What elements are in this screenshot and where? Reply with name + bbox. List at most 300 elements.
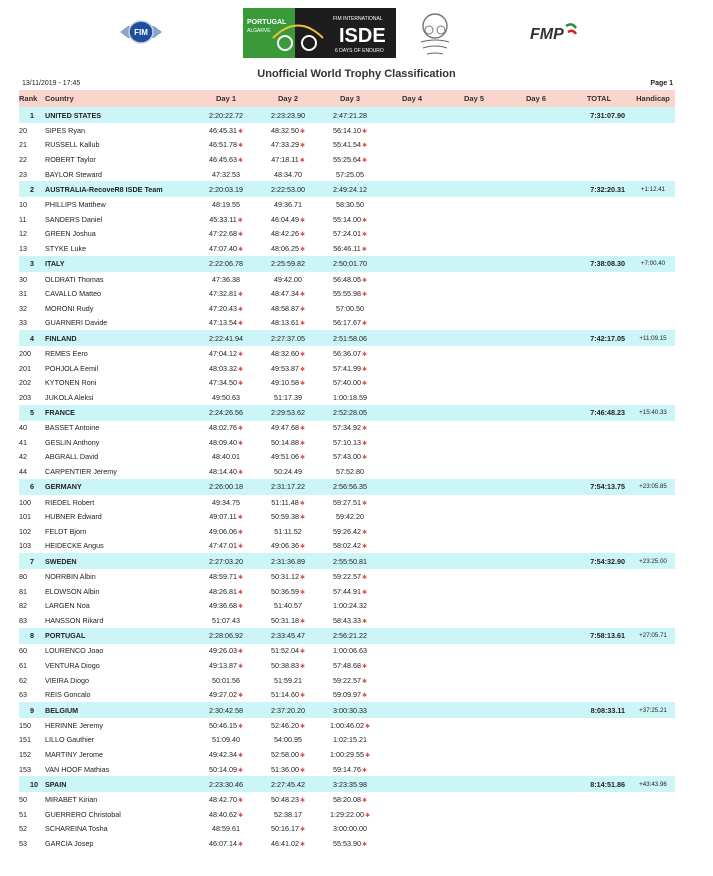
rider-day6 [505, 138, 567, 153]
rider-name: GARCIA Josep [45, 838, 94, 848]
rider-day6 [505, 286, 567, 301]
penalty-star-icon: ✱ [237, 232, 243, 239]
time-cell [319, 375, 381, 390]
time-cell [257, 227, 319, 242]
time-cell [319, 361, 381, 376]
rider-number: 152 [19, 749, 31, 759]
time-value: 57:43.00 [332, 452, 361, 462]
rider-total [567, 509, 631, 524]
rider-day4 [381, 495, 443, 510]
rider-total [567, 167, 631, 182]
rider-day6 [505, 822, 567, 837]
time-value: 48:02.76 [208, 423, 237, 433]
rider-day5 [443, 421, 505, 436]
team-day3: 3:00:30.33 [333, 705, 367, 715]
rider-day5 [443, 167, 505, 182]
rider-row [19, 718, 675, 733]
time-cell [319, 509, 381, 524]
rider-row [19, 421, 675, 436]
rider-day4 [381, 762, 443, 777]
team-name: GERMANY [45, 482, 82, 492]
team-row [19, 330, 675, 346]
time-value: 48:34.70 [274, 169, 302, 179]
time-cell [319, 435, 381, 450]
rider-day6 [505, 167, 567, 182]
penalty-star-icon: ✱ [299, 157, 305, 164]
time-cell [195, 644, 257, 659]
rider-row [19, 687, 675, 702]
team-day5 [443, 107, 505, 123]
time-cell [319, 569, 381, 584]
penalty-star-icon: ✱ [237, 649, 243, 656]
team-rank: 8 [30, 631, 34, 641]
rider-day4 [381, 138, 443, 153]
team-day2: 2:31:36.89 [271, 556, 305, 566]
team-total: 7:38:08.30 [590, 259, 625, 269]
time-cell [319, 644, 381, 659]
penalty-star-icon: ✱ [361, 678, 367, 685]
rider-row [19, 152, 675, 167]
rider-day4 [381, 509, 443, 524]
isde-logo [243, 8, 396, 58]
rider-handicap [631, 435, 675, 450]
rider-day6 [505, 687, 567, 702]
rider-day5 [443, 286, 505, 301]
team-name: UNITED STATES [45, 110, 102, 120]
time-cell [257, 197, 319, 212]
rider-day6 [505, 747, 567, 762]
rider-day4 [381, 346, 443, 361]
time-cell [257, 375, 319, 390]
time-cell [257, 495, 319, 510]
rider-day4 [381, 435, 443, 450]
time-cell [257, 390, 319, 405]
time-cell [195, 123, 257, 138]
penalty-star-icon: ✱ [237, 841, 243, 848]
rider-number: 22 [19, 154, 27, 164]
time-value: 56:36.07 [332, 348, 361, 358]
rider-day6 [505, 123, 567, 138]
time-value: 47:22.68 [208, 229, 237, 239]
rider-day6 [505, 375, 567, 390]
team-total: 7:58:13.61 [590, 631, 625, 641]
time-cell [319, 584, 381, 599]
rider-total [567, 375, 631, 390]
time-value: 57:34.92 [332, 423, 361, 433]
time-cell [195, 539, 257, 554]
rider-number: 53 [19, 838, 27, 848]
time-value: 48:32.60 [270, 348, 299, 358]
rider-total [567, 316, 631, 331]
rider-day4 [381, 747, 443, 762]
team-day3: 2:49:24.12 [333, 184, 367, 194]
rider-number: 51 [19, 809, 27, 819]
rider-day6 [505, 435, 567, 450]
rider-day4 [381, 613, 443, 628]
logo-bar [0, 6, 713, 60]
penalty-star-icon: ✱ [237, 604, 243, 611]
time-value: 48:59.61 [212, 824, 240, 834]
time-value: 57:40.00 [332, 378, 361, 388]
rider-handicap [631, 822, 675, 837]
time-value: 47:32.81 [208, 289, 237, 299]
rider-handicap [631, 673, 675, 688]
rider-day6 [505, 241, 567, 256]
penalty-star-icon: ✱ [237, 128, 243, 135]
team-day3: 2:50:01.70 [333, 259, 367, 269]
time-value: 51:40.57 [274, 601, 302, 611]
rider-handicap [631, 584, 675, 599]
time-cell [257, 539, 319, 554]
time-cell [319, 524, 381, 539]
rider-total [567, 361, 631, 376]
penalty-star-icon: ✱ [361, 544, 367, 551]
time-cell [257, 212, 319, 227]
rider-name: BASSET Antoine [45, 423, 100, 433]
team-name: FINLAND [45, 333, 77, 343]
team-day2: 2:31:17.22 [271, 482, 305, 492]
time-value: 48:40.01 [212, 452, 240, 462]
time-value: 56:17.67 [332, 318, 361, 328]
time-value: 55:55.98 [332, 289, 361, 299]
team-day2: 2:23:23.90 [271, 110, 305, 120]
rider-row [19, 241, 675, 256]
rider-day5 [443, 733, 505, 748]
time-cell [319, 822, 381, 837]
rider-number: 30 [19, 274, 27, 284]
time-cell [257, 346, 319, 361]
team-handicap: +15:40.33 [639, 409, 667, 416]
penalty-star-icon: ✱ [361, 351, 367, 358]
time-value: 56:46.11 [333, 243, 361, 253]
time-value: 49:13.87 [208, 661, 237, 671]
rider-total [567, 807, 631, 822]
rider-handicap [631, 227, 675, 242]
rider-day6 [505, 718, 567, 733]
rider-day6 [505, 658, 567, 673]
penalty-star-icon: ✱ [299, 455, 305, 462]
svg-text:PORTUGAL: PORTUGAL [247, 19, 287, 26]
rider-day5 [443, 450, 505, 465]
team-day2: 2:29:53.62 [271, 408, 305, 417]
rider-name: VIEIRA Diogo [45, 675, 89, 685]
rider-name: CARPENTIER Jeremy [45, 467, 117, 477]
rider-total [567, 435, 631, 450]
time-cell [195, 390, 257, 405]
time-value: 48:13.61 [270, 318, 299, 328]
classification-table [19, 90, 675, 851]
team-row [19, 702, 675, 718]
rider-day4 [381, 792, 443, 807]
team-handicap: +43:43.96 [639, 780, 667, 788]
time-cell [257, 286, 319, 301]
rider-name: LOURENCO Joao [45, 646, 104, 656]
team-rank: 7 [30, 556, 34, 566]
time-value: 51:14.60 [270, 690, 299, 700]
rider-day5 [443, 524, 505, 539]
rider-day5 [443, 197, 505, 212]
rider-row [19, 747, 675, 762]
time-cell [195, 346, 257, 361]
time-value: 1:00:29.55 [329, 749, 364, 759]
rider-day4 [381, 733, 443, 748]
rider-name: JUKOLA Aleksi [45, 392, 94, 402]
rider-total [567, 212, 631, 227]
time-cell [257, 138, 319, 153]
time-value: 49:51.06 [270, 452, 299, 462]
team-row [19, 405, 675, 421]
rider-day6 [505, 212, 567, 227]
penalty-star-icon: ✱ [237, 723, 243, 730]
svg-text:ISDE: ISDE [339, 25, 386, 47]
rider-total [567, 123, 631, 138]
team-day2: 2:37:20.20 [271, 705, 305, 715]
team-day4 [381, 330, 443, 346]
rider-row [19, 212, 675, 227]
rider-day6 [505, 792, 567, 807]
time-cell [195, 361, 257, 376]
rider-day5 [443, 212, 505, 227]
team-rank: 5 [30, 408, 34, 417]
time-value: 51:07.43 [212, 615, 240, 625]
rider-name: GUARNERI Davide [45, 318, 108, 328]
rider-number: 61 [19, 661, 27, 671]
rider-row [19, 822, 675, 837]
rider-handicap [631, 687, 675, 702]
time-value: 47:32.53 [212, 169, 240, 179]
time-cell [257, 509, 319, 524]
rider-name: STYKE Luke [45, 243, 87, 253]
team-day1: 2:24:26.56 [209, 408, 243, 417]
penalty-star-icon: ✱ [299, 351, 305, 358]
time-cell [319, 301, 381, 316]
time-value: 52:58.00 [270, 749, 299, 759]
time-value: 3:00:00.00 [333, 824, 367, 834]
rider-name: LARGEN Noa [45, 601, 90, 611]
penalty-star-icon: ✱ [237, 366, 243, 373]
time-value: 47:47.01 [208, 541, 237, 551]
rider-day5 [443, 509, 505, 524]
team-day2: 2:27:45.42 [271, 779, 305, 789]
time-cell [319, 390, 381, 405]
time-value: 55:53.90 [332, 838, 361, 848]
penalty-star-icon: ✱ [299, 366, 305, 373]
rider-total [567, 792, 631, 807]
team-day3: 2:56:56.35 [333, 482, 367, 492]
time-value: 49:42.00 [274, 274, 302, 284]
team-handicap: +27:05.71 [639, 632, 667, 640]
rider-number: 81 [19, 586, 27, 596]
penalty-star-icon: ✱ [299, 515, 305, 522]
team-day3: 2:56:21.22 [333, 631, 367, 641]
rider-row [19, 569, 675, 584]
penalty-star-icon: ✱ [237, 321, 243, 328]
penalty-star-icon: ✱ [237, 426, 243, 433]
rider-day5 [443, 375, 505, 390]
rider-total [567, 836, 631, 851]
penalty-star-icon: ✱ [361, 693, 367, 700]
rider-handicap [631, 747, 675, 762]
team-handicap: +37:25.21 [639, 706, 667, 714]
column-header: Day 4 [401, 94, 422, 103]
time-value: 49:42.34 [208, 749, 237, 759]
team-day6 [505, 628, 567, 644]
penalty-star-icon: ✱ [361, 277, 367, 284]
rider-day4 [381, 807, 443, 822]
rider-handicap [631, 346, 675, 361]
time-cell [195, 241, 257, 256]
team-rank: 6 [30, 482, 34, 492]
time-cell [257, 450, 319, 465]
time-cell [319, 450, 381, 465]
team-rank: 1 [30, 110, 34, 120]
team-handicap: +7:00.40 [640, 260, 666, 268]
time-value: 49:27.02 [208, 690, 237, 700]
penalty-star-icon: ✱ [237, 157, 243, 164]
rider-day6 [505, 227, 567, 242]
rider-number: 203 [19, 392, 31, 402]
penalty-star-icon: ✱ [299, 246, 305, 253]
penalty-star-icon: ✱ [299, 723, 305, 730]
rider-handicap [631, 375, 675, 390]
time-value: 50:38.83 [270, 661, 299, 671]
column-header: Day 3 [339, 94, 360, 103]
penalty-star-icon: ✱ [361, 767, 367, 774]
time-cell [195, 733, 257, 748]
team-row [19, 107, 675, 123]
rider-day4 [381, 361, 443, 376]
penalty-star-icon: ✱ [299, 752, 305, 759]
rider-handicap [631, 792, 675, 807]
rider-name: MARTINY Jerome [45, 749, 104, 759]
time-value: 49:26.03 [208, 646, 237, 656]
penalty-star-icon: ✱ [299, 321, 305, 328]
time-cell [257, 316, 319, 331]
time-value: 45:33.11 [209, 214, 237, 224]
time-value: 59:14.76 [332, 764, 361, 774]
rider-row [19, 197, 675, 212]
time-value: 48:06.25 [270, 243, 299, 253]
rider-row [19, 598, 675, 613]
rider-name: HEIDECKE Angus [45, 541, 104, 551]
penalty-star-icon: ✱ [299, 426, 305, 433]
penalty-star-icon: ✱ [299, 589, 305, 596]
time-value: 49:36.68 [208, 601, 237, 611]
rider-number: 52 [19, 824, 27, 834]
rider-day4 [381, 241, 443, 256]
time-cell [195, 435, 257, 450]
time-cell [257, 747, 319, 762]
team-day4 [381, 256, 443, 272]
team-day5 [443, 330, 505, 346]
rider-number: 42 [19, 452, 27, 462]
time-value: 49:34.75 [212, 497, 240, 507]
penalty-star-icon: ✱ [237, 767, 243, 774]
team-row [19, 479, 675, 495]
rider-day5 [443, 673, 505, 688]
rider-row [19, 807, 675, 822]
team-day4 [381, 553, 443, 569]
rider-day5 [443, 807, 505, 822]
rider-name: REMES Eero [45, 348, 88, 358]
penalty-star-icon: ✱ [361, 841, 367, 848]
rider-name: VENTURA Diogo [45, 661, 100, 671]
penalty-star-icon: ✱ [299, 440, 305, 447]
rider-total [567, 569, 631, 584]
time-cell [319, 718, 381, 733]
rider-row [19, 272, 675, 287]
time-value: 50:16.17 [270, 824, 299, 834]
time-value: 1:00:06.63 [333, 646, 367, 656]
time-value: 52:38.17 [274, 809, 302, 819]
rider-number: 11 [19, 214, 27, 224]
time-cell [195, 450, 257, 465]
rider-handicap [631, 509, 675, 524]
rider-name: HERINNE Jeremy [45, 720, 103, 730]
rider-total [567, 272, 631, 287]
team-day6 [505, 256, 567, 272]
penalty-star-icon: ✱ [299, 306, 305, 313]
penalty-star-icon: ✱ [237, 693, 243, 700]
time-value: 48:32.50 [270, 125, 299, 135]
team-row [19, 181, 675, 197]
rider-day4 [381, 272, 443, 287]
team-day6 [505, 553, 567, 569]
penalty-star-icon: ✱ [361, 529, 367, 536]
rider-name: ABGRALL David [45, 452, 99, 462]
rider-day6 [505, 421, 567, 436]
team-total: 7:54:13.75 [590, 482, 625, 492]
rider-row [19, 301, 675, 316]
rider-day6 [505, 836, 567, 851]
rider-day5 [443, 138, 505, 153]
time-value: 48:47.34 [270, 289, 299, 299]
fabrica-vintage-logo [415, 8, 455, 60]
penalty-star-icon: ✱ [361, 500, 367, 507]
rider-total [567, 733, 631, 748]
time-value: 50:14.88 [270, 437, 299, 447]
team-day6 [505, 479, 567, 495]
time-value: 49:06.36 [270, 541, 299, 551]
rider-day5 [443, 747, 505, 762]
penalty-star-icon: ✱ [299, 575, 305, 582]
rider-day4 [381, 197, 443, 212]
rider-number: 13 [19, 243, 27, 253]
rider-name: SIPES Ryan [45, 125, 85, 135]
time-cell [257, 673, 319, 688]
penalty-star-icon: ✱ [299, 664, 305, 671]
rider-number: 60 [19, 646, 27, 656]
team-name: SWEDEN [45, 556, 77, 566]
rider-total [567, 138, 631, 153]
time-cell [195, 524, 257, 539]
svg-text:FIM INTERNATIONAL: FIM INTERNATIONAL [333, 16, 383, 22]
rider-day6 [505, 539, 567, 554]
time-value: 49:47.68 [270, 423, 299, 433]
time-cell [319, 687, 381, 702]
penalty-star-icon: ✱ [361, 321, 367, 328]
column-header: Day 6 [525, 94, 546, 103]
time-value: 59:42.20 [336, 512, 364, 522]
rider-day4 [381, 286, 443, 301]
time-value: 56:48.05 [332, 274, 361, 284]
rider-number: 100 [19, 497, 31, 507]
rider-total [567, 524, 631, 539]
rider-number: 150 [19, 720, 31, 730]
penalty-star-icon: ✱ [237, 529, 243, 536]
time-cell [319, 792, 381, 807]
penalty-star-icon: ✱ [299, 500, 305, 507]
